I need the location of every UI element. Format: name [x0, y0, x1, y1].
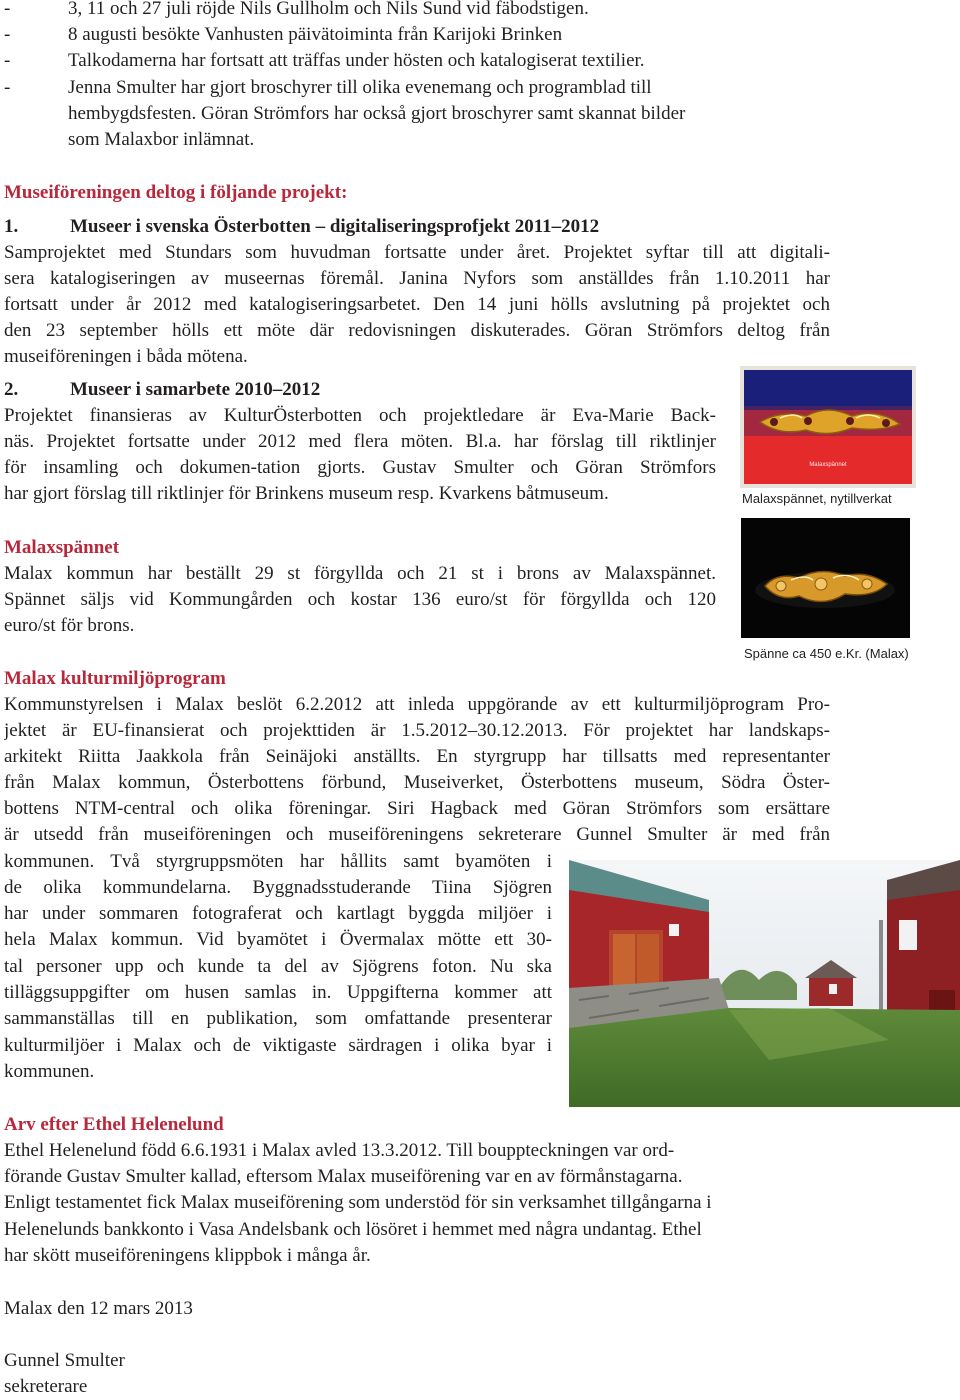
paragraph-line: jektet är EU-finansierat och projekttiden är 1.5.2012–30.12.2013. För projektet har landskaps-: [4, 720, 830, 741]
project-2-number: 2.: [4, 379, 19, 400]
paragraph-line: Kommunstyrelsen i Malax beslöt 6.2.2012 att inleda uppgörande av ett kulturmiljöprogram Pro-: [4, 694, 830, 715]
paragraph-line: euro/st för brons.: [4, 615, 135, 636]
list-item-continuation: [4, 127, 254, 153]
paragraph-line: näs. Projektet fortsatte under 2012 med flera möten. Bl.a. har förslag till riktlinjer: [4, 431, 716, 452]
paragraph-line: den 23 september hölls ett möte där redovisningen diskuterades. Göran Strömfors deltog från: [4, 320, 830, 341]
list-item-text: Jenna Smulter har gjort broschyrer till olika evenemang och programblad till: [68, 77, 652, 98]
brooch-antique-image: [741, 518, 910, 638]
paragraph-line: Enligt testamentet fick Malax museiförening som understöd för sin verksamhet tillgångarna i: [4, 1192, 712, 1213]
section-heading-malaxspannet: Malaxspännet: [4, 537, 120, 558]
paragraph-line: tal personer upp och kunde ta del av Sjögrens foton. Nu ska: [4, 956, 552, 977]
paragraph-line: hela Malax kommun. Vid byamötet i Övermalax mötte ett 30-: [4, 929, 552, 950]
list-item-text: Talkodamerna har fortsatt att träffas under hösten och katalogiserat textilier.: [68, 50, 645, 71]
project-2-title: Museer i samarbete 2010–2012: [70, 379, 321, 400]
project-1-title: Museer i svenska Österbotten – digitaliseringsprofjekt 2011–2012: [70, 216, 600, 237]
section-heading-arv: Arv efter Ethel Helenelund: [4, 1114, 224, 1135]
list-item: [4, 48, 645, 74]
poster-label: Malaxspännet: [809, 462, 847, 468]
paragraph-line: museiföreningen i båda mötena.: [4, 346, 248, 367]
red-buildings-image: [569, 860, 960, 1107]
list-item: [4, 0, 589, 22]
paragraph-line: för insamling och dokumen-tation gjorts. Gustav Smulter och Göran Strömfors: [4, 457, 716, 478]
paragraph-line: tilläggsuppgifter om husen samlas in. Uppgifterna kommer att: [4, 982, 552, 1003]
paragraph-line: arkitekt Riitta Jaakkola från Seinäjoki anställts. En styrgrupp har tillsatts med representanter: [4, 746, 830, 767]
list-bullet: -: [4, 50, 11, 71]
list-item-text: hembygdsfesten. Göran Strömfors har också gjort broschyrer samt skannat bilder: [68, 103, 686, 124]
paragraph-line: förande Gustav Smulter kallad, eftersom Malax museiförening var en av förmånstagarna.: [4, 1166, 683, 1187]
list-item: [4, 75, 652, 101]
paragraph-line: Helenelunds bankkonto i Vasa Andelsbank och lösöret i hemmet med några undantag. Ethel: [4, 1219, 702, 1240]
paragraph-line: har under sommaren fotograferat och kartlagt byggda miljöer i: [4, 903, 552, 924]
project-1-title-line: [4, 214, 600, 240]
paragraph-line: har gjort förslag till riktlinjer för Brinkens museum resp. Kvarkens båtmuseum.: [4, 483, 609, 504]
list-item-text: 3, 11 och 27 juli röjde Nils Gullholm och Nils Sund vid fäbodstigen.: [68, 0, 589, 19]
paragraph-line: fortsatt under år 2012 med katalogiseringsarbetet. Den 14 juni hölls avslutning på projektet och: [4, 294, 830, 315]
paragraph-line: bottens NTM-central och olika föreningar. Siri Hagback med Göran Strömfors som ersättare: [4, 798, 830, 819]
signature-name: Gunnel Smulter: [4, 1350, 125, 1371]
paragraph-line: är utsedd från museiföreningen och museiföreningens sekreterare Gunnel Smulter är med från: [4, 824, 830, 845]
paragraph-line: sammanställas till en publikation, som omfattande presenterar: [4, 1008, 552, 1029]
list-item-text: 8 augusti besökte Vanhusten päivätoiminta från Karijoki Brinken: [68, 24, 563, 45]
list-bullet: -: [4, 24, 11, 45]
project-2-title-line: [4, 377, 321, 403]
photo-red-buildings: [569, 860, 960, 1107]
photo-brooch-new: [740, 366, 916, 488]
section-heading-kulturmiljo: Malax kulturmiljöprogram: [4, 668, 226, 689]
paragraph-line: Projektet finansieras av KulturÖsterbotten och projektledare är Eva-Marie Back-: [4, 405, 716, 426]
list-item: [4, 22, 562, 48]
figure-caption-1: Malaxspännet, nytillverkat: [742, 491, 892, 506]
paragraph-line: kulturmiljöer i Malax och de viktigaste särdragen i olika byar i: [4, 1035, 552, 1056]
section-heading-projects: Museiföreningen deltog i följande projekt:: [4, 182, 348, 203]
brooch-new-image: [740, 366, 916, 488]
list-bullet: -: [4, 0, 11, 19]
paragraph-line: Spännet säljs vid Kommungården och kostar 136 euro/st för förgyllda och 120: [4, 589, 716, 610]
paragraph-line: kommunen.: [4, 1061, 95, 1082]
signature-role: sekreterare: [4, 1376, 88, 1397]
closing-place-date: Malax den 12 mars 2013: [4, 1298, 193, 1319]
figure-caption-2: Spänne ca 450 e.Kr. (Malax): [744, 646, 909, 661]
list-item-continuation: [4, 101, 685, 127]
list-bullet: -: [4, 77, 11, 98]
list-item-text: som Malaxbor inlämnat.: [68, 129, 255, 150]
paragraph-line: Samprojektet med Stundars som huvudman fortsatte under året. Projektet syftar till att digitali-: [4, 242, 830, 263]
paragraph-line: de olika kommundelarna. Byggnadsstuderande Tiina Sjögren: [4, 877, 552, 898]
paragraph-line: Malax kommun har beställt 29 st förgyllda och 21 st i brons av Malaxspännet.: [4, 563, 716, 584]
paragraph-line: har skött museiföreningens klippbok i många år.: [4, 1245, 371, 1266]
project-1-number: 1.: [4, 216, 19, 237]
paragraph-line: Ethel Helenelund född 6.6.1931 i Malax avled 13.3.2012. Till bouppteckningen var ord-: [4, 1140, 675, 1161]
paragraph-line: sera katalogiseringen av museernas föremål. Janina Nyfors som anställdes från 1.10.2011 har: [4, 268, 830, 289]
paragraph-line: kommunen. Två styrgruppsmöten har hållits samt byamöten i: [4, 851, 552, 872]
photo-brooch-antique: [741, 518, 910, 638]
paragraph-line: från Malax kommun, Österbottens förbund, Museiverket, Österbottens museum, Södra Öster-: [4, 772, 830, 793]
